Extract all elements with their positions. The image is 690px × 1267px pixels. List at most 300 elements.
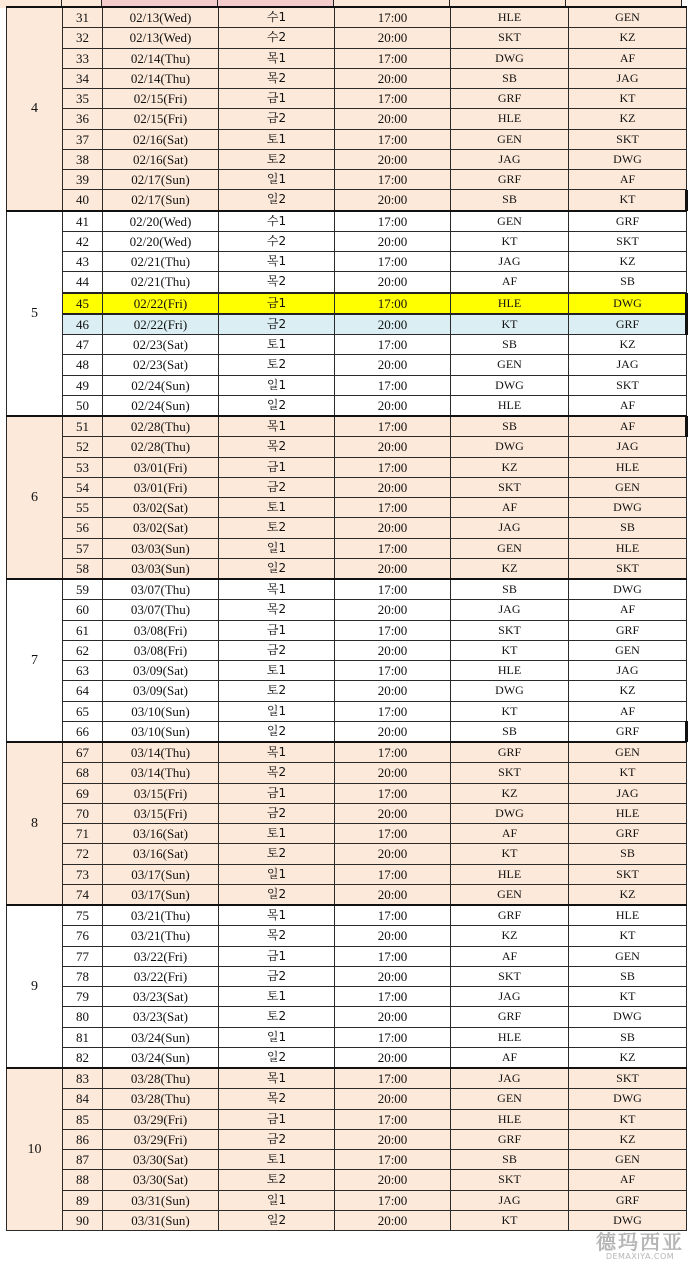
- match-day-slot-cell: 금1: [219, 783, 335, 803]
- team-away-cell: SKT: [569, 129, 687, 149]
- match-date-cell: 03/31(Sun): [103, 1210, 219, 1230]
- match-day-slot-cell: 일2: [219, 1047, 335, 1068]
- match-time-cell: 20:00: [335, 721, 451, 742]
- match-day-slot-cell: 목2: [219, 763, 335, 783]
- match-day-slot-cell: 금1: [219, 293, 335, 314]
- team-away-cell: SKT: [569, 231, 687, 251]
- team-away-cell: KT: [569, 926, 687, 946]
- week-number-cell: 5: [7, 211, 63, 417]
- match-number-cell: 65: [63, 701, 103, 721]
- match-row: [7, 620, 687, 640]
- match-date-cell: 03/14(Thu): [103, 742, 219, 763]
- match-row: [7, 375, 687, 395]
- match-time-cell: 20:00: [335, 1089, 451, 1109]
- team-away-cell: SKT: [569, 1068, 687, 1089]
- team-home-cell: SKT: [451, 477, 569, 497]
- match-day-slot-cell: 수2: [219, 231, 335, 251]
- team-home-cell: AF: [451, 946, 569, 966]
- match-time-cell: 17:00: [335, 864, 451, 884]
- match-time-cell: 20:00: [335, 272, 451, 293]
- team-home-cell: GRF: [451, 1007, 569, 1027]
- match-day-slot-cell: 일1: [219, 375, 335, 395]
- match-date-cell: 02/21(Thu): [103, 272, 219, 293]
- match-number-cell: 73: [63, 864, 103, 884]
- match-number-cell: 79: [63, 987, 103, 1007]
- match-number-cell: 45: [63, 293, 103, 314]
- team-home-cell: SKT: [451, 620, 569, 640]
- team-away-cell: DWG: [569, 579, 687, 600]
- team-away-cell: HLE: [569, 803, 687, 823]
- match-day-slot-cell: 목1: [219, 579, 335, 600]
- match-row: [7, 28, 687, 48]
- match-time-cell: 20:00: [335, 803, 451, 823]
- match-time-cell: 17:00: [335, 211, 451, 232]
- match-number-cell: 88: [63, 1170, 103, 1190]
- team-home-cell: SB: [451, 335, 569, 355]
- match-row: [7, 355, 687, 375]
- match-time-cell: 20:00: [335, 640, 451, 660]
- team-home-cell: KT: [451, 231, 569, 251]
- match-row: [7, 579, 687, 600]
- match-date-cell: 03/22(Fri): [103, 946, 219, 966]
- match-row: [7, 252, 687, 272]
- match-number-cell: 77: [63, 946, 103, 966]
- match-number-cell: 64: [63, 681, 103, 701]
- match-date-cell: 03/07(Thu): [103, 600, 219, 620]
- match-time-cell: 17:00: [335, 89, 451, 109]
- row-edge-marker: [685, 416, 688, 437]
- match-row: [7, 68, 687, 88]
- team-away-cell: SB: [569, 1027, 687, 1047]
- match-date-cell: 02/16(Sat): [103, 149, 219, 169]
- match-day-slot-cell: 수1: [219, 211, 335, 232]
- match-row: [7, 293, 687, 314]
- match-row: [7, 926, 687, 946]
- match-day-slot-cell: 목1: [219, 742, 335, 763]
- match-row: [7, 844, 687, 864]
- match-row: [7, 1109, 687, 1129]
- match-number-cell: 55: [63, 498, 103, 518]
- match-date-cell: 03/03(Sun): [103, 538, 219, 558]
- match-day-slot-cell: 일2: [219, 190, 335, 211]
- match-row: [7, 1150, 687, 1170]
- match-time-cell: 17:00: [335, 1150, 451, 1170]
- match-number-cell: 66: [63, 721, 103, 742]
- match-row: [7, 7, 687, 28]
- match-time-cell: 17:00: [335, 170, 451, 190]
- match-number-cell: 70: [63, 803, 103, 823]
- team-home-cell: GEN: [451, 129, 569, 149]
- match-row: [7, 1129, 687, 1149]
- match-row: [7, 538, 687, 558]
- match-date-cell: 03/02(Sat): [103, 498, 219, 518]
- team-away-cell: DWG: [569, 1089, 687, 1109]
- team-away-cell: GEN: [569, 1150, 687, 1170]
- team-away-cell: JAG: [569, 355, 687, 375]
- team-away-cell: SB: [569, 966, 687, 986]
- team-away-cell: SB: [569, 272, 687, 293]
- match-number-cell: 39: [63, 170, 103, 190]
- match-number-cell: 43: [63, 252, 103, 272]
- team-away-cell: AF: [569, 170, 687, 190]
- team-away-cell: GEN: [569, 7, 687, 28]
- match-date-cell: 03/29(Fri): [103, 1109, 219, 1129]
- team-away-cell: KT: [569, 89, 687, 109]
- match-time-cell: 20:00: [335, 966, 451, 986]
- match-row: [7, 824, 687, 844]
- match-number-cell: 72: [63, 844, 103, 864]
- match-number-cell: 31: [63, 7, 103, 28]
- match-day-slot-cell: 토1: [219, 661, 335, 681]
- match-day-slot-cell: 금1: [219, 89, 335, 109]
- match-date-cell: 03/01(Fri): [103, 477, 219, 497]
- team-home-cell: SKT: [451, 763, 569, 783]
- team-home-cell: GRF: [451, 742, 569, 763]
- match-date-cell: 03/28(Thu): [103, 1068, 219, 1089]
- match-date-cell: 02/23(Sat): [103, 335, 219, 355]
- team-home-cell: GEN: [451, 1089, 569, 1109]
- week-number-cell: 6: [7, 416, 63, 579]
- match-number-cell: 32: [63, 28, 103, 48]
- match-number-cell: 53: [63, 457, 103, 477]
- match-row: [7, 477, 687, 497]
- team-away-cell: AF: [569, 48, 687, 68]
- team-home-cell: SB: [451, 721, 569, 742]
- match-time-cell: 17:00: [335, 375, 451, 395]
- match-row: [7, 211, 687, 232]
- row-edge-marker: [685, 293, 688, 314]
- team-home-cell: HLE: [451, 661, 569, 681]
- match-time-cell: 17:00: [335, 457, 451, 477]
- team-home-cell: GEN: [451, 355, 569, 375]
- match-number-cell: 47: [63, 335, 103, 355]
- match-date-cell: 03/23(Sat): [103, 987, 219, 1007]
- team-away-cell: GRF: [569, 314, 687, 335]
- match-time-cell: 20:00: [335, 231, 451, 251]
- match-date-cell: 02/22(Fri): [103, 314, 219, 335]
- match-day-slot-cell: 목2: [219, 272, 335, 293]
- match-day-slot-cell: 토1: [219, 1150, 335, 1170]
- match-time-cell: 17:00: [335, 579, 451, 600]
- match-number-cell: 36: [63, 109, 103, 129]
- match-row: [7, 946, 687, 966]
- match-date-cell: 03/09(Sat): [103, 681, 219, 701]
- team-away-cell: KT: [569, 1109, 687, 1129]
- match-row: [7, 1068, 687, 1089]
- match-time-cell: 20:00: [335, 600, 451, 620]
- match-number-cell: 57: [63, 538, 103, 558]
- match-row: [7, 395, 687, 416]
- team-home-cell: SB: [451, 190, 569, 211]
- match-number-cell: 49: [63, 375, 103, 395]
- match-day-slot-cell: 금1: [219, 946, 335, 966]
- match-date-cell: 02/20(Wed): [103, 231, 219, 251]
- match-date-cell: 02/13(Wed): [103, 28, 219, 48]
- match-number-cell: 83: [63, 1068, 103, 1089]
- team-away-cell: HLE: [569, 457, 687, 477]
- week-number-cell: 9: [7, 905, 63, 1068]
- site-watermark: [596, 1232, 684, 1261]
- team-away-cell: DWG: [569, 498, 687, 518]
- team-home-cell: DWG: [451, 48, 569, 68]
- match-date-cell: 03/29(Fri): [103, 1129, 219, 1149]
- match-date-cell: 03/31(Sun): [103, 1190, 219, 1210]
- team-away-cell: DWG: [569, 293, 687, 314]
- match-time-cell: 20:00: [335, 355, 451, 375]
- match-day-slot-cell: 금2: [219, 314, 335, 335]
- team-away-cell: KT: [569, 190, 687, 211]
- team-home-cell: SKT: [451, 966, 569, 986]
- week-number-cell: 10: [7, 1068, 63, 1231]
- team-away-cell: AF: [569, 1170, 687, 1190]
- match-number-cell: 84: [63, 1089, 103, 1109]
- team-home-cell: KZ: [451, 457, 569, 477]
- team-away-cell: KZ: [569, 681, 687, 701]
- match-number-cell: 78: [63, 966, 103, 986]
- match-day-slot-cell: 토2: [219, 844, 335, 864]
- team-home-cell: DWG: [451, 437, 569, 457]
- match-number-cell: 56: [63, 518, 103, 538]
- match-row: [7, 416, 687, 437]
- match-date-cell: 03/16(Sat): [103, 824, 219, 844]
- match-day-slot-cell: 토2: [219, 1170, 335, 1190]
- match-number-cell: 69: [63, 783, 103, 803]
- match-date-cell: 02/21(Thu): [103, 252, 219, 272]
- match-number-cell: 90: [63, 1210, 103, 1230]
- match-row: [7, 129, 687, 149]
- match-row: [7, 558, 687, 579]
- team-home-cell: JAG: [451, 149, 569, 169]
- match-time-cell: 20:00: [335, 1129, 451, 1149]
- team-away-cell: KZ: [569, 109, 687, 129]
- match-time-cell: 17:00: [335, 1109, 451, 1129]
- match-row: [7, 742, 687, 763]
- team-away-cell: KZ: [569, 252, 687, 272]
- match-number-cell: 38: [63, 149, 103, 169]
- watermark-url: DEMAXIYA.COM: [605, 1252, 675, 1261]
- match-day-slot-cell: 토1: [219, 824, 335, 844]
- match-day-slot-cell: 일2: [219, 558, 335, 579]
- team-away-cell: JAG: [569, 437, 687, 457]
- match-number-cell: 34: [63, 68, 103, 88]
- team-home-cell: JAG: [451, 1190, 569, 1210]
- match-date-cell: 02/17(Sun): [103, 190, 219, 211]
- team-home-cell: SKT: [451, 1170, 569, 1190]
- team-away-cell: SKT: [569, 375, 687, 395]
- match-time-cell: 17:00: [335, 742, 451, 763]
- match-day-slot-cell: 금2: [219, 803, 335, 823]
- match-time-cell: 17:00: [335, 824, 451, 844]
- team-home-cell: JAG: [451, 1068, 569, 1089]
- team-home-cell: KT: [451, 701, 569, 721]
- team-home-cell: SB: [451, 416, 569, 437]
- team-home-cell: GRF: [451, 1129, 569, 1149]
- match-day-slot-cell: 일2: [219, 721, 335, 742]
- match-number-cell: 54: [63, 477, 103, 497]
- match-date-cell: 03/22(Fri): [103, 966, 219, 986]
- match-row: [7, 987, 687, 1007]
- match-day-slot-cell: 금1: [219, 457, 335, 477]
- match-row: [7, 89, 687, 109]
- team-home-cell: HLE: [451, 1109, 569, 1129]
- team-home-cell: AF: [451, 1047, 569, 1068]
- match-day-slot-cell: 일2: [219, 1210, 335, 1230]
- match-number-cell: 86: [63, 1129, 103, 1149]
- match-day-slot-cell: 토1: [219, 987, 335, 1007]
- match-number-cell: 59: [63, 579, 103, 600]
- match-row: [7, 803, 687, 823]
- match-time-cell: 20:00: [335, 1170, 451, 1190]
- match-row: [7, 314, 687, 335]
- match-number-cell: 89: [63, 1190, 103, 1210]
- team-home-cell: AF: [451, 498, 569, 518]
- row-edge-marker: [685, 721, 688, 742]
- team-home-cell: DWG: [451, 803, 569, 823]
- match-day-slot-cell: 목1: [219, 416, 335, 437]
- match-date-cell: 02/23(Sat): [103, 355, 219, 375]
- match-row: [7, 1089, 687, 1109]
- team-home-cell: SB: [451, 579, 569, 600]
- team-away-cell: JAG: [569, 68, 687, 88]
- team-away-cell: GRF: [569, 721, 687, 742]
- watermark-logo-text: 德玛西亚: [596, 1230, 684, 1254]
- match-row: [7, 190, 687, 211]
- match-number-cell: 62: [63, 640, 103, 660]
- team-away-cell: SB: [569, 844, 687, 864]
- match-time-cell: 17:00: [335, 783, 451, 803]
- team-home-cell: DWG: [451, 681, 569, 701]
- match-number-cell: 82: [63, 1047, 103, 1068]
- match-time-cell: 17:00: [335, 416, 451, 437]
- team-home-cell: AF: [451, 824, 569, 844]
- team-home-cell: GRF: [451, 89, 569, 109]
- match-time-cell: 17:00: [335, 1190, 451, 1210]
- match-time-cell: 17:00: [335, 946, 451, 966]
- match-row: [7, 170, 687, 190]
- match-row: [7, 640, 687, 660]
- team-away-cell: AF: [569, 416, 687, 437]
- match-day-slot-cell: 일1: [219, 701, 335, 721]
- match-row: [7, 48, 687, 68]
- match-row: [7, 498, 687, 518]
- match-number-cell: 68: [63, 763, 103, 783]
- match-row: [7, 783, 687, 803]
- match-time-cell: 17:00: [335, 620, 451, 640]
- match-day-slot-cell: 수2: [219, 28, 335, 48]
- team-home-cell: HLE: [451, 395, 569, 416]
- match-day-slot-cell: 일1: [219, 864, 335, 884]
- match-date-cell: 03/30(Sat): [103, 1150, 219, 1170]
- team-home-cell: KZ: [451, 926, 569, 946]
- team-home-cell: GRF: [451, 905, 569, 926]
- match-day-slot-cell: 수1: [219, 7, 335, 28]
- match-day-slot-cell: 토1: [219, 498, 335, 518]
- match-time-cell: 17:00: [335, 48, 451, 68]
- match-date-cell: 03/24(Sun): [103, 1027, 219, 1047]
- match-time-cell: 17:00: [335, 129, 451, 149]
- match-number-cell: 44: [63, 272, 103, 293]
- match-day-slot-cell: 일1: [219, 1027, 335, 1047]
- match-number-cell: 37: [63, 129, 103, 149]
- match-row: [7, 1027, 687, 1047]
- match-date-cell: 03/02(Sat): [103, 518, 219, 538]
- team-home-cell: GEN: [451, 538, 569, 558]
- match-date-cell: 03/14(Thu): [103, 763, 219, 783]
- match-day-slot-cell: 목1: [219, 905, 335, 926]
- match-row: [7, 701, 687, 721]
- match-time-cell: 20:00: [335, 1007, 451, 1027]
- match-row: [7, 231, 687, 251]
- match-time-cell: 20:00: [335, 190, 451, 211]
- team-home-cell: HLE: [451, 1027, 569, 1047]
- match-day-slot-cell: 목1: [219, 1068, 335, 1089]
- match-day-slot-cell: 목1: [219, 252, 335, 272]
- team-home-cell: DWG: [451, 375, 569, 395]
- match-date-cell: 03/17(Sun): [103, 864, 219, 884]
- team-home-cell: KT: [451, 1210, 569, 1230]
- match-day-slot-cell: 일1: [219, 1190, 335, 1210]
- match-number-cell: 48: [63, 355, 103, 375]
- match-time-cell: 20:00: [335, 884, 451, 905]
- match-time-cell: 17:00: [335, 661, 451, 681]
- match-date-cell: 03/24(Sun): [103, 1047, 219, 1068]
- match-day-slot-cell: 금1: [219, 1109, 335, 1129]
- match-time-cell: 20:00: [335, 1210, 451, 1230]
- match-day-slot-cell: 목1: [219, 48, 335, 68]
- team-home-cell: KT: [451, 314, 569, 335]
- match-time-cell: 17:00: [335, 538, 451, 558]
- team-away-cell: JAG: [569, 783, 687, 803]
- match-date-cell: 02/13(Wed): [103, 7, 219, 28]
- match-time-cell: 20:00: [335, 437, 451, 457]
- match-day-slot-cell: 토2: [219, 1007, 335, 1027]
- team-home-cell: GEN: [451, 884, 569, 905]
- match-date-cell: 03/07(Thu): [103, 579, 219, 600]
- match-date-cell: 03/10(Sun): [103, 701, 219, 721]
- match-time-cell: 20:00: [335, 68, 451, 88]
- match-date-cell: 03/28(Thu): [103, 1089, 219, 1109]
- team-away-cell: KZ: [569, 335, 687, 355]
- match-date-cell: 02/24(Sun): [103, 375, 219, 395]
- team-away-cell: AF: [569, 701, 687, 721]
- team-home-cell: HLE: [451, 864, 569, 884]
- match-row: [7, 1047, 687, 1068]
- match-day-slot-cell: 금2: [219, 477, 335, 497]
- team-away-cell: KZ: [569, 1047, 687, 1068]
- match-date-cell: 03/08(Fri): [103, 620, 219, 640]
- team-home-cell: HLE: [451, 7, 569, 28]
- team-away-cell: KT: [569, 763, 687, 783]
- match-time-cell: 20:00: [335, 558, 451, 579]
- match-day-slot-cell: 목2: [219, 1089, 335, 1109]
- row-edge-marker: [685, 314, 688, 335]
- team-away-cell: GEN: [569, 946, 687, 966]
- match-number-cell: 40: [63, 190, 103, 211]
- match-row: [7, 661, 687, 681]
- match-number-cell: 50: [63, 395, 103, 416]
- team-away-cell: GEN: [569, 742, 687, 763]
- match-date-cell: 02/28(Thu): [103, 437, 219, 457]
- team-away-cell: GRF: [569, 1190, 687, 1210]
- match-time-cell: 20:00: [335, 681, 451, 701]
- team-away-cell: SKT: [569, 558, 687, 579]
- team-away-cell: KT: [569, 987, 687, 1007]
- team-home-cell: JAG: [451, 987, 569, 1007]
- match-day-slot-cell: 토1: [219, 335, 335, 355]
- match-time-cell: 17:00: [335, 335, 451, 355]
- team-home-cell: JAG: [451, 252, 569, 272]
- match-day-slot-cell: 목2: [219, 68, 335, 88]
